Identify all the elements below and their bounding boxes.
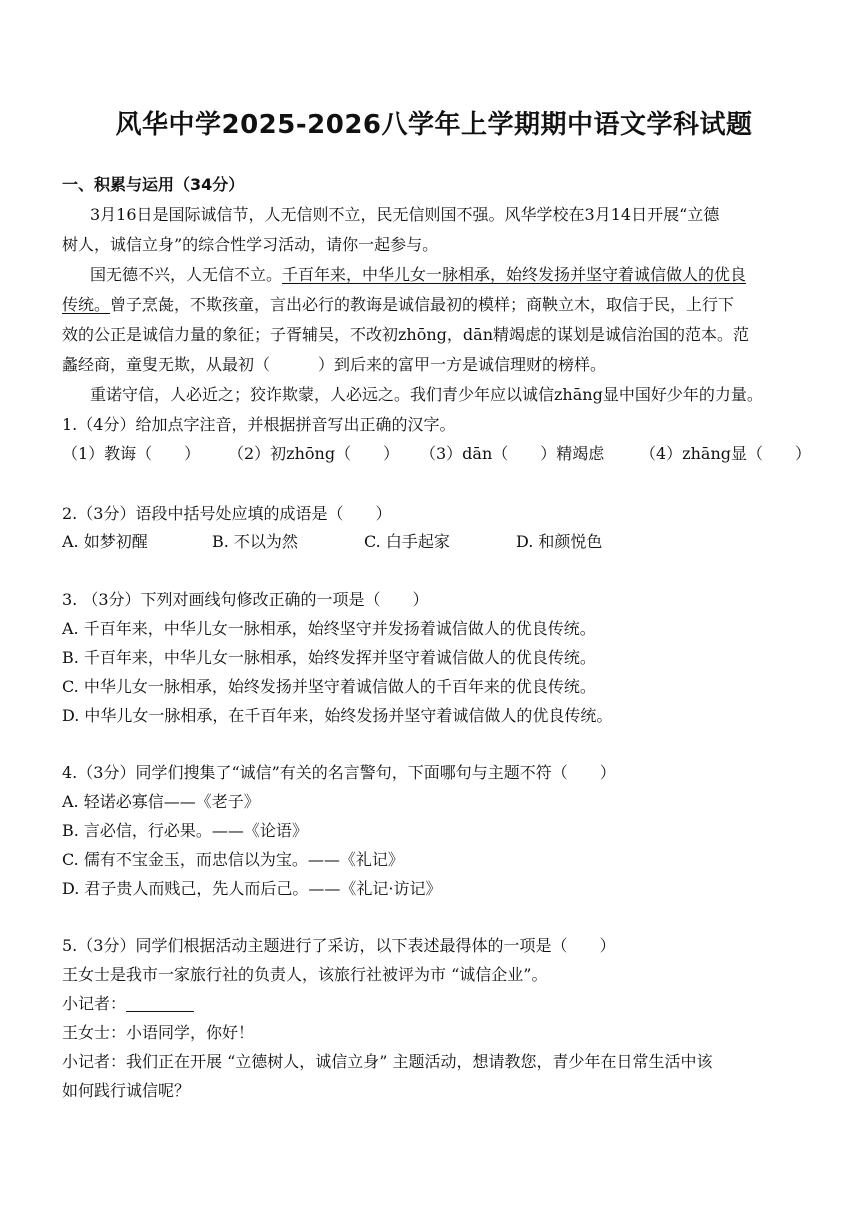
intro-line-1: 3月16日是国际诚信节，人无信则不立，民无信则国不强。风华学校在3月14日开展“立德 [90, 205, 720, 224]
intro-line-2: 树人，诚信立身”的综合性学习活动，请你一起参与。 [62, 235, 439, 254]
answer-blank[interactable] [126, 995, 194, 1012]
question-1-stem: 1.（4分）给加点字注音，并根据拼音写出正确的汉字。 [62, 415, 456, 434]
q1-item-4: （4）zhāng显（ ） [640, 444, 812, 463]
reporter-label: 小记者： [62, 994, 127, 1013]
q1-item-1: （1）教诲（ ） [62, 444, 201, 463]
passage-line-4: 蠡经商，童叟无欺，从最初（ ）到后来的富甲一方是诚信理财的榜样。 [62, 355, 607, 374]
q4-option-c: C. 儒有不宝金玉，而忠信以为宝。——《礼记》 [62, 850, 404, 869]
q5-line-1: 王女士是我市一家旅行社的负责人，该旅行社被评为市 “诚信企业”。 [62, 965, 548, 984]
question-3-stem: 3. （3分）下列对画线句修改正确的一项是（ ） [62, 590, 429, 609]
exam-title: 风华中学2025-2026八学年上学期期中语文学科试题 [115, 110, 753, 140]
passage-line-1 [90, 264, 746, 286]
q5-line-2 [62, 993, 194, 1015]
underlined-sentence-end: 传统。 [62, 295, 111, 314]
question-5-stem: 5.（3分）同学们根据活动主题进行了采访，以下表述最得体的一项是（ ） [62, 936, 616, 955]
passage-text: 国无德不兴，人无信不立。 [90, 265, 283, 284]
q5-line-3: 王女士：小语同学，你好！ [62, 1023, 255, 1042]
question-2-stem: 2.（3分）语段中括号处应填的成语是（ ） [62, 504, 392, 523]
q5-line-5: 如何践行诚信呢？ [62, 1081, 191, 1100]
q1-item-2: （2）初zhōng（ ） [228, 444, 400, 463]
passage-text: 曾子烹彘，不欺孩童，言出必行的教诲是诚信最初的模样；商鞅立木，取信于民，上行下 [110, 295, 735, 314]
underlined-sentence: 千百年来，中华儿女一脉相承，始终发扬并坚守着诚信做人的优良 [282, 265, 747, 284]
q4-option-a: A. 轻诺必寡信——《老子》 [62, 792, 260, 811]
section-heading: 一、积累与运用（34分） [62, 175, 245, 194]
q3-option-c: C. 中华儿女一脉相承，始终发扬并坚守着诚信做人的千百年来的优良传统。 [62, 677, 596, 696]
passage-line-2 [62, 294, 734, 316]
q3-option-d: D. 中华儿女一脉相承，在千百年来，始终发扬并坚守着诚信做人的优良传统。 [62, 706, 613, 725]
question-4-stem: 4.（3分）同学们搜集了“诚信”有关的名言警句，下面哪句与主题不符（ ） [62, 763, 616, 782]
q4-option-d: D. 君子贵人而贱己，先人而后己。——《礼记·访记》 [62, 879, 442, 898]
passage-line-5: 重诺守信，人必近之；狡诈欺蒙，人必远之。我们青少年应以诚信zhāng显中国好少年的力量。 [90, 385, 763, 404]
q3-option-b: B. 千百年来，中华儿女一脉相承，始终发挥并坚守着诚信做人的优良传统。 [62, 648, 596, 667]
q2-option-a: A. 如梦初醒 [62, 532, 148, 551]
q2-option-b: B. 不以为然 [212, 532, 298, 551]
q3-option-a: A. 千百年来，中华儿女一脉相承，始终坚守并发扬着诚信做人的优良传统。 [62, 619, 596, 638]
q1-item-3: （3）dān（ ）精竭虑 [420, 444, 605, 463]
q4-option-b: B. 言必信，行必果。——《论语》 [62, 821, 308, 840]
q2-option-c: C. 白手起家 [364, 532, 450, 551]
q5-line-4: 小记者：我们正在开展 “立德树人，诚信立身” 主题活动，想请教您，青少年在日常生活中该 [62, 1052, 713, 1071]
q2-option-d: D. 和颜悦色 [516, 532, 603, 551]
passage-line-3: 效的公正是诚信力量的象征；子胥辅吴，不改初zhōng，dān精竭虑的谋划是诚信治国的范本。范 [62, 325, 750, 344]
